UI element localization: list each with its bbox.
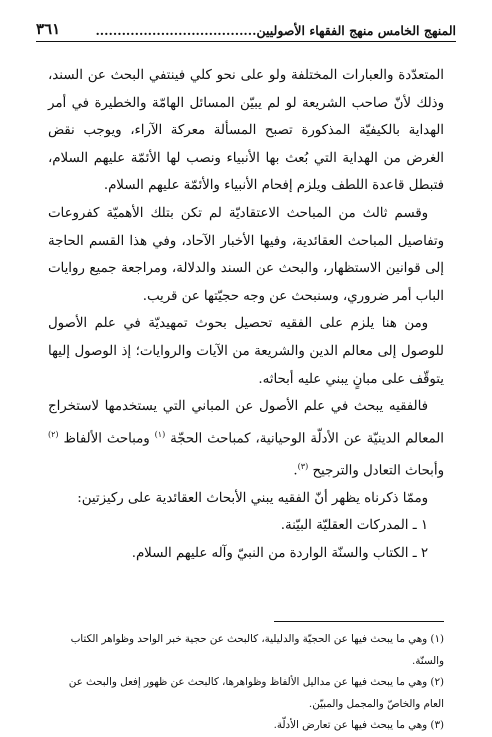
list-item: ١ ـ المدركات العقليّة البيّنة. [280,518,428,534]
footnote: (٢) وهي ما يبحث فيها عن مداليل الألفاظ وظواهرها، كالبحث عن ظهور إفعل والبحث عن العام والخاصّ والمجمل والمبيّن. [68,676,444,710]
footnotes [48,629,444,737]
text-span: وأبحاث التعادل والترجيح [312,463,444,479]
text-span: فالفقيه يبحث في علم الأصول عن المباني التي يستخدمها لاستخراج المعالم الدينيّة عن الأدلّة الوحيانية، كمباحث الحجّة [48,399,444,447]
running-header [36,14,456,42]
footnote: (١) وهي ما يبحث فيها عن الحجيّة والدليلية، كالبحث عن حجية خبر الواحد وظواهر الكتاب والسنّة. [70,633,444,667]
footnote: (٣) وهي ما يبحث فيها عن تعارض الأدلّة. [273,719,444,731]
footnote-divider [274,621,444,622]
text-span: ومباحث الألفاظ [63,431,150,447]
paragraph: فالفقيه يبحث في علم الأصول عن المباني التي يستخدمها لاستخراج المعالم الدينيّة عن الأدلّة الوحيانية، كمباحث الحجّة $^{(١)}$ ومباحث الألفاظ $^{(٢)}$ وأبحاث التعادل والترجيح $^{(٣)}$. [48,399,444,479]
list-item: ٢ ـ الكتاب والسنّة الواردة من النبيّ وآله عليهم السلام. [131,545,428,561]
paragraph: وقسم ثالث من المباحث الاعتقاديّة لم تكن بتلك الأهميّة كفروعات وتفاصيل المباحث العقائدية، وفيها الأخبار الآحاد، وفي هذا القسم الحاجة إلى قوانين الاستظهار، والبحث عن السند والدلالة، ومراجعة جميع روايات الباب أمر ضروري، وسنبحث عن وجه حجيّتها عن قريب. [48,205,444,304]
page-number: ٣٦١ [36,20,61,38]
chapter-title: المنهج الخامس منهج الفقهاء الأصوليين..................................... [95,23,456,38]
footnote-ref[interactable]: (٢) [48,429,59,439]
paragraph: وممّا ذكرناه يظهر أنّ الفقيه يبني الأبحاث العقائدية على ركيزتين: [77,490,428,506]
footnote-ref[interactable]: (٣) [297,461,309,471]
footnote-ref[interactable]: (١) [154,429,166,439]
paragraph: ومن هنا يلزم على الفقيه تحصيل بحوث تمهيديّة في علم الأصول للوصول إلى معالم الدين والشريعة من الآيات والروايات؛ إذ الوصول إليها يتوقّف على مبانٍ يبني عليه أبحاثه. [48,316,444,387]
paragraph: المتعدّدة والعبارات المختلفة ولو على نحو كلي فينتفي البحث عن السند، وذلك لأنّ صاحب الشريعة لو لم يبيّن المسائل الهامّة والخطيرة في أمر الهداية بالكيفيّة المذكورة تصبح المسألة معركة الآراء، ويوجب نقض الغرض من الهداية التي بُعث بها الأنبياء ونصب لها الأئمّة عليهم السلام، فتبطل قاعدة اللطف ويلزم إفحام الأنبياء والأئمّة عليهم السلام. [48,68,444,194]
main-text [48,62,444,568]
